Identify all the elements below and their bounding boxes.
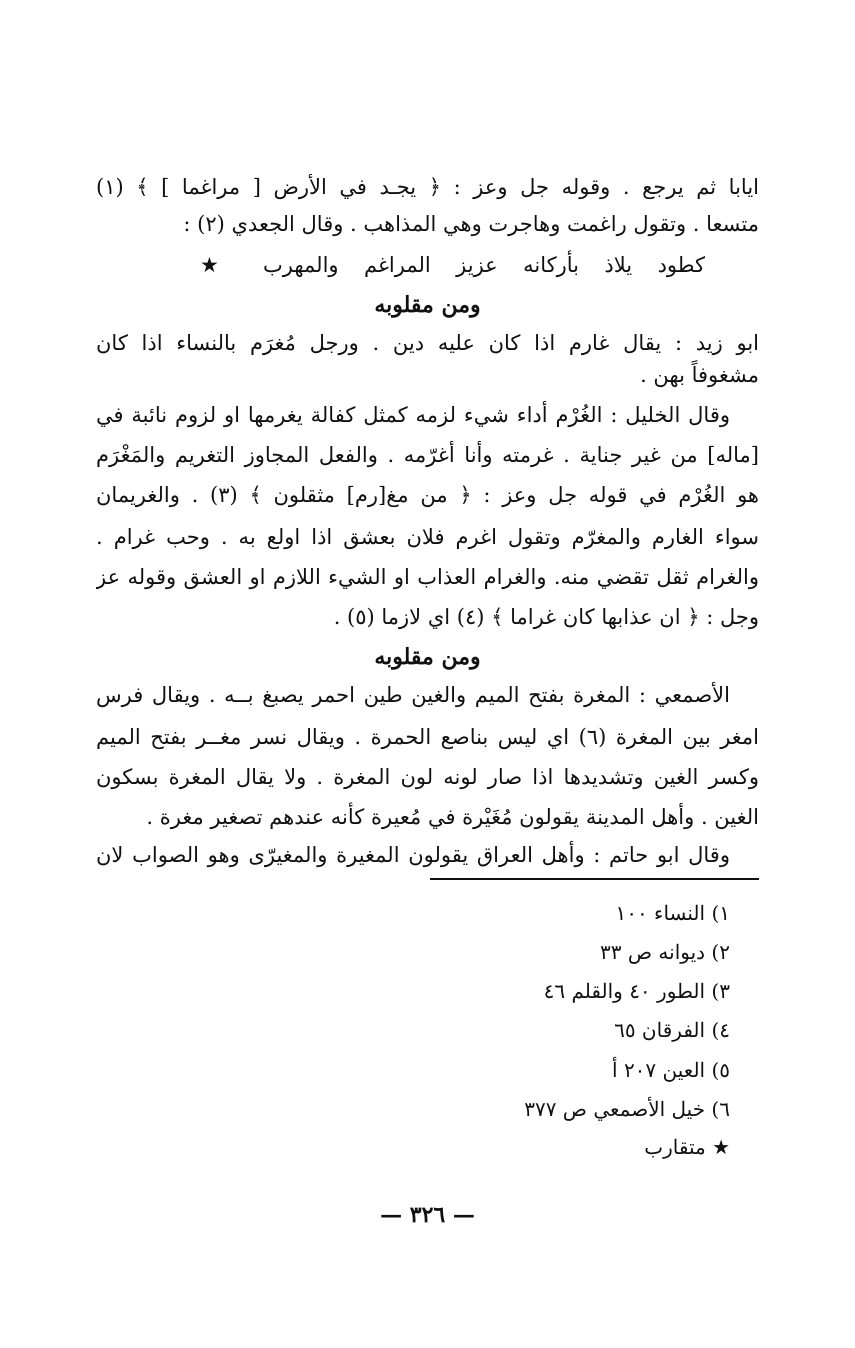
body-line-2: متسعا . وتقول راغمت وهاجرت وهي المذاهب . وقال الجعدي (٢) : [183,212,759,236]
section1-line-5: هو الغُرْم في قوله جل وعز : ﴿ من مغ[رم] مثقلون ﴾ (٣) . والغريمان [96,483,759,507]
footnote-5: ٥) العين ٢٠٧ أ [612,1058,730,1082]
verse-line: كطود يلاذ بأركانه عزيز المراغم والمهرب ★ [200,253,705,277]
section-heading-1: ومن مقلوبه [374,292,481,318]
footnote-2: ٢) ديوانه ص ٣٣ [600,940,730,964]
section1-line-2: مشغوفاً بهن . [640,363,759,387]
footnote-3: ٣) الطور ٤٠ والقلم ٤٦ [543,979,730,1003]
section2-line-3: وكسر الغين وتشديدها اذا صار لونه لون المغرة . ولا يقال المغرة بسكون [96,765,759,789]
section1-line-4: [ماله] من غير جناية . غرمته وأنا أغرّمه . والفعل المجاوز التغريم والمَغْرَم [96,443,759,467]
footnote-separator [430,878,759,880]
section1-line-8: وجل : ﴿ ان عذابها كان غراما ﴾ (٤) اي لازما (٥) . [333,605,759,629]
footnote-6: ٦) خيل الأصمعي ص ٣٧٧ [524,1097,730,1121]
footnote-4: ٤) الفرقان ٦٥ [614,1018,730,1042]
body-line-1: ايابا ثم يرجع . وقوله جل وعز : ﴿ يجـد في الأرض [ مراغما ] ﴾ (١) [96,175,759,199]
section1-line-7: والغرام ثقل تقضي منه. والغرام العذاب او الشيء اللازم او العشق وقوله عز [96,565,759,589]
page-number: — ٣٢٦ — [380,1202,475,1228]
section-heading-2: ومن مقلوبه [374,644,481,670]
section1-line-3: وقال الخليل : الغُرْم أداء شيء لزمه كمثل كفالة يغرمها او لزوم نائبة في [96,403,730,427]
footnote-meter: ★ متقارب [644,1135,730,1159]
footnote-1: ١) النساء ١٠٠ [615,901,730,925]
section2-line-4: الغين . وأهل المدينة يقولون مُغَيْرة في مُعيرة كأنه عندهم تصغير مغرة . [146,805,759,829]
section2-line-5: وقال ابو حاتم : وأهل العراق يقولون المغيرة والمغيرّى وهو الصواب لان [96,843,730,867]
section1-line-6: سواء الغارم والمغرّم وتقول اغرم فلان بعشق اذا اولع به . وحب غرام . [96,525,759,549]
section2-line-1: الأصمعي : المغرة بفتح الميم والغين طين احمر يصبغ بــه . ويقال فرس [96,683,730,707]
section2-line-2: امغر بين المغرة (٦) اي ليس بناصع الحمرة . ويقال نسر مغــر بفتح الميم [96,725,759,749]
section1-line-1: ابو زيد : يقال غارم اذا كان عليه دين . ورجل مُغرَم بالنساء اذا كان [96,331,759,355]
